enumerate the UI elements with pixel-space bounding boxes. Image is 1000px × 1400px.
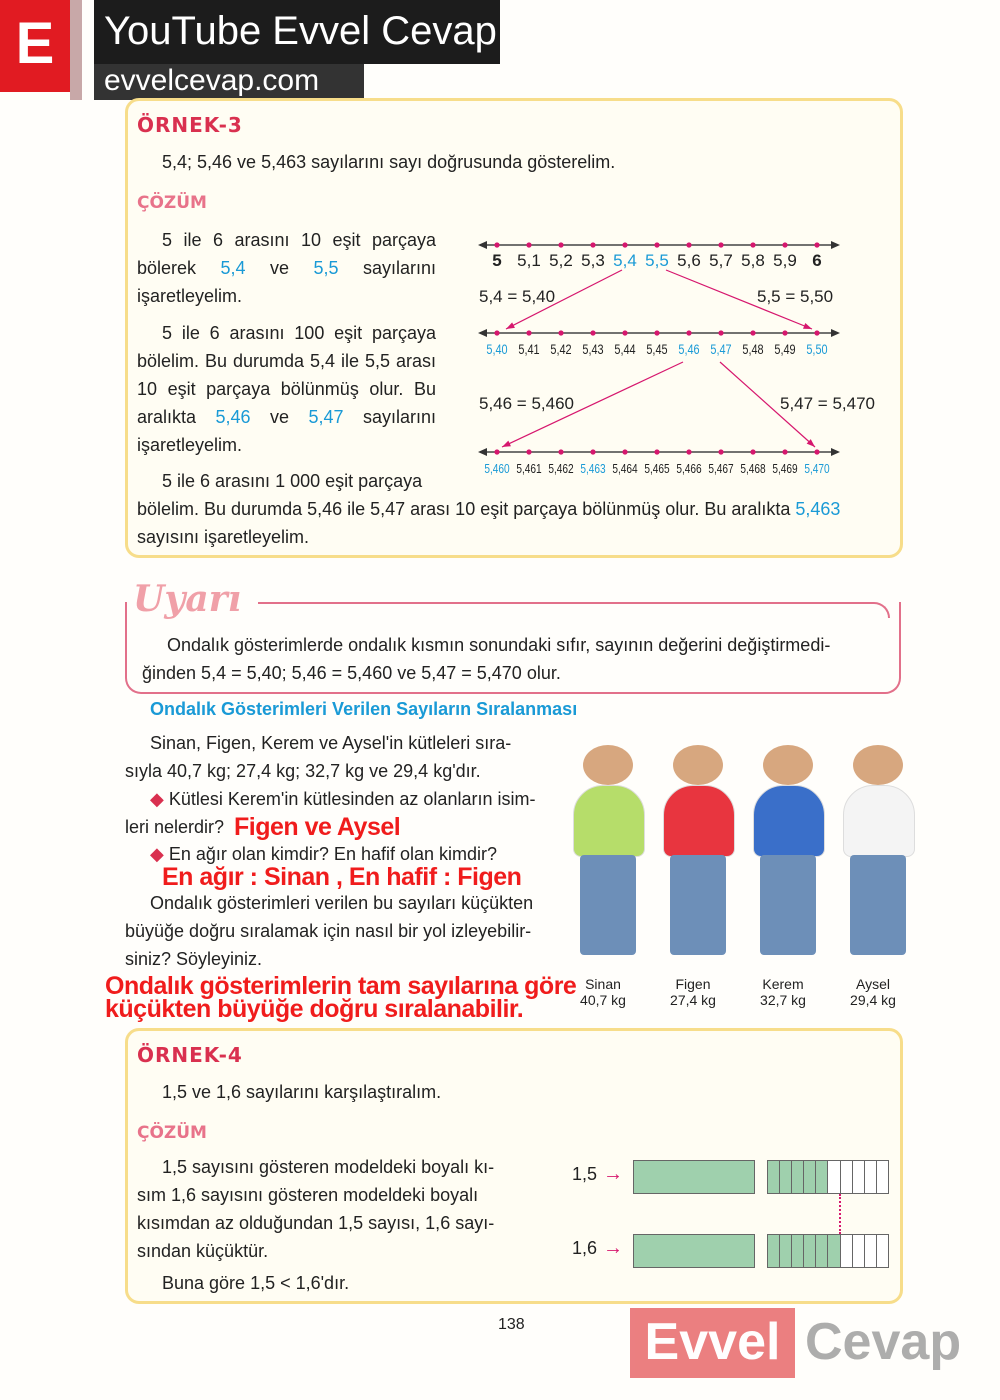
- model-label: 1,5: [572, 1164, 598, 1184]
- line1-tick: [526, 242, 531, 247]
- eq-5-4: 5,4 = 5,40: [479, 287, 556, 306]
- answer-2: En ağır : Sinan , En hafif : Figen: [162, 863, 522, 891]
- line3-tick: [558, 449, 563, 454]
- line2-tick: [654, 330, 659, 335]
- text-line: sından küçüktür.: [137, 1241, 269, 1261]
- line1-tick: [622, 242, 627, 247]
- line3-label: 5,460: [484, 461, 510, 477]
- uyari-title: Uyarı: [133, 578, 242, 620]
- text-line: siniz? Söyleyiniz.: [125, 949, 263, 969]
- logo-e: E: [0, 0, 70, 92]
- tenth-cell: [804, 1161, 816, 1193]
- line2-tick: [590, 330, 595, 335]
- kid-shirt: [843, 785, 915, 857]
- whole-unit: [633, 1160, 755, 1194]
- line1-label: 5,7: [709, 251, 733, 270]
- tenths-unit: [767, 1160, 889, 1194]
- line1-tick: [814, 242, 819, 247]
- line3-label: 5,467: [708, 461, 734, 477]
- section-heading: Ondalık Gösterimleri Verilen Sayıların Sıralanması: [150, 699, 578, 719]
- tenth-cell: [768, 1235, 780, 1267]
- tenth-cell: [853, 1235, 865, 1267]
- line1-label: 5,1: [517, 251, 541, 270]
- arrow-head-icon: [803, 323, 812, 329]
- ornek3-prompt: 5,4; 5,46 ve 5,463 sayılarını sayı doğrusunda gösterelim.: [162, 152, 616, 172]
- line2-tick: [686, 330, 691, 335]
- whole-unit: [633, 1234, 755, 1268]
- line2-label: 5,48: [742, 341, 764, 358]
- arrow-right-icon: [831, 241, 840, 249]
- kid-photo-aysel: [853, 745, 903, 785]
- arrow-right-icon: →: [603, 1163, 623, 1185]
- eq-5-47: 5,47 = 5,470: [780, 394, 876, 413]
- dotted-guide: [839, 1194, 841, 1234]
- footer-logo-evvel: Evvel: [630, 1308, 795, 1378]
- line1-label: 5,8: [741, 251, 765, 270]
- tenth-cell: [841, 1161, 853, 1193]
- ornek3-title: ÖRNEK-3: [137, 113, 243, 137]
- tenth-cell: [828, 1161, 840, 1193]
- page-number: 138: [498, 1316, 525, 1333]
- line1-label: 5,6: [677, 251, 701, 270]
- text-line: Buna göre 1,5 < 1,6'dır.: [162, 1273, 350, 1293]
- answer-3b: küçükten büyüğe doğru sıralanabilir.: [105, 995, 524, 1023]
- kid-label: Aysel 29,4 kg: [850, 976, 896, 1008]
- tenth-cell: [816, 1161, 828, 1193]
- line3-label: 5,465: [644, 461, 670, 477]
- tenth-cell: [768, 1161, 780, 1193]
- tenth-cell: [792, 1161, 804, 1193]
- arrow-left-icon: [478, 329, 487, 337]
- kid-photo-figen: [673, 745, 723, 785]
- tenth-cell: [780, 1235, 792, 1267]
- line1-label: 5,3: [581, 251, 605, 270]
- line1-tick: [782, 242, 787, 247]
- ornek4-prompt: 1,5 ve 1,6 sayılarını karşılaştıralım.: [162, 1082, 442, 1102]
- kid-shirt: [573, 785, 645, 857]
- tenth-cell: [828, 1235, 840, 1267]
- line2-label: 5,43: [582, 341, 604, 358]
- kid-photo-kerem: [763, 745, 813, 785]
- line1-tick: [654, 242, 659, 247]
- header-site: evvelcevap.com: [94, 64, 364, 100]
- text-line: 1,5 sayısını gösteren modeldeki boyalı kı-: [162, 1157, 495, 1177]
- kid-shirt: [663, 785, 735, 857]
- kid-jeans: [850, 855, 906, 955]
- line3-label: 5,466: [676, 461, 702, 477]
- tenth-cell: [841, 1235, 853, 1267]
- line2-tick: [526, 330, 531, 335]
- ornek4-title: ÖRNEK-4: [137, 1043, 243, 1067]
- question-2: ◆ En ağır olan kimdir? En hafif olan kimdir?: [150, 844, 498, 864]
- kid-label: Sinan 40,7 kg: [580, 976, 626, 1008]
- line1-label: 5,5: [645, 251, 669, 270]
- kid-label: Figen 27,4 kg: [670, 976, 716, 1008]
- line2-label: 5,44: [614, 341, 636, 358]
- tenth-cell: [865, 1235, 877, 1267]
- line3-tick: [526, 449, 531, 454]
- arrow-right-icon: [831, 448, 840, 456]
- line3-tick: [814, 449, 819, 454]
- line3-tick: [782, 449, 787, 454]
- ornek3-p2: 5 ile 6 arasını 100 eşit parçaya bölelim. Bu durumda 5,4 ile 5,5 arası 10 eşit parçaya bölünmüş olur. Bu aralıkta 5,46 ve 5,47 sayılarını işaretleyelim.: [137, 323, 437, 455]
- line1-tick: [686, 242, 691, 247]
- line3-label: 5,462: [548, 461, 574, 477]
- question-1: ◆ Kütlesi Kerem'in kütlesinden az olanların isim-: [150, 789, 536, 809]
- ornek3-p3b: bölelim. Bu durumda 5,46 ile 5,47 arası 10 eşit parçaya bölünmüş olur. Bu aralıkta 5,463: [137, 499, 841, 519]
- line3-tick: [590, 449, 595, 454]
- tenth-cell: [792, 1235, 804, 1267]
- line3-tick: [622, 449, 627, 454]
- eq-5-5: 5,5 = 5,50: [757, 287, 834, 306]
- model-label: 1,6: [572, 1238, 598, 1258]
- line2-label: 5,50: [806, 341, 828, 358]
- line1-tick: [494, 242, 499, 247]
- line2-label: 5,42: [550, 341, 572, 358]
- answer-1: Figen ve Aysel: [234, 813, 401, 841]
- line3-label: 5,463: [580, 461, 606, 477]
- line3-tick: [718, 449, 723, 454]
- kid-jeans: [760, 855, 816, 955]
- line3-label: 5,470: [804, 461, 830, 477]
- arrow-left-icon: [478, 448, 487, 456]
- tenth-cell: [804, 1235, 816, 1267]
- line3-label: 5,468: [740, 461, 766, 477]
- line1-label: 5,2: [549, 251, 573, 270]
- line1-tick: [558, 242, 563, 247]
- line3-tick: [654, 449, 659, 454]
- ornek3-p3d: sayısını işaretleyelim.: [137, 527, 310, 547]
- line2-tick: [622, 330, 627, 335]
- line1-tick: [590, 242, 595, 247]
- line3-label: 5,464: [612, 461, 638, 477]
- text-line: sım 1,6 sayısını gösteren modeldeki boyalı: [137, 1185, 479, 1205]
- tenth-cell: [877, 1161, 888, 1193]
- line3-label: 5,461: [516, 461, 542, 477]
- line1-label: 6: [812, 251, 822, 270]
- line2-label: 5,49: [774, 341, 796, 358]
- ornek3-p3a: 5 ile 6 arasını 1 000 eşit parçaya: [162, 471, 423, 491]
- line1-label: 5: [492, 251, 502, 270]
- eq-5-46: 5,46 = 5,460: [479, 394, 575, 413]
- tenths-unit: [767, 1234, 889, 1268]
- tenth-cell: [816, 1235, 828, 1267]
- line3-label: 5,469: [772, 461, 798, 477]
- arrow-head-icon: [506, 322, 515, 329]
- text-line: Sinan, Figen, Kerem ve Aysel'in kütleleri sıra-: [150, 733, 512, 753]
- ornek3-cozum: ÇÖZÜM: [137, 193, 207, 213]
- arrow-right-icon: [831, 329, 840, 337]
- line1-tick: [750, 242, 755, 247]
- kid-jeans: [580, 855, 636, 955]
- tenth-cell: [865, 1161, 877, 1193]
- text-line: sıyla 40,7 kg; 27,4 kg; 32,7 kg ve 29,4 kg'dır.: [125, 761, 481, 781]
- line1-label: 5,9: [773, 251, 797, 270]
- line2-tick: [814, 330, 819, 335]
- line2-label: 5,47: [710, 341, 732, 358]
- uyari-top-border: [258, 602, 890, 618]
- arrow-left-icon: [478, 241, 487, 249]
- question-1-cont: leri nelerdir?: [125, 817, 225, 837]
- tenth-cell: [780, 1161, 792, 1193]
- kid-jeans: [670, 855, 726, 955]
- line2-tick: [494, 330, 499, 335]
- line2-label: 5,45: [646, 341, 668, 358]
- tenth-cell: [853, 1161, 865, 1193]
- text-line: Ondalık gösterimleri verilen bu sayıları küçükten: [150, 893, 534, 913]
- line2-tick: [558, 330, 563, 335]
- ornek4-cozum: ÇÖZÜM: [137, 1123, 207, 1143]
- ornek3-p1: 5 ile 6 arasını 10 eşit parçaya bölerek 5,4 ve 5,5 sayılarını işaretleyelim.: [137, 230, 436, 306]
- line3-tick: [686, 449, 691, 454]
- line2-label: 5,46: [678, 341, 700, 358]
- line1-tick: [718, 242, 723, 247]
- answer-3a: Ondalık gösterimlerin tam sayılarına göre: [105, 972, 577, 1000]
- text-line: büyüğe doğru sıralamak için nasıl bir yol izleyebilir-: [125, 921, 532, 941]
- footer-logo-cevap: Cevap: [805, 1313, 962, 1371]
- kid-photo-sinan: [583, 745, 633, 785]
- line1-label: 5,4: [613, 251, 637, 270]
- line3-tick: [494, 449, 499, 454]
- header-title: YouTube Evvel Cevap: [94, 0, 500, 64]
- line2-tick: [750, 330, 755, 335]
- line2-tick: [782, 330, 787, 335]
- arrow-right-icon: →: [603, 1237, 623, 1259]
- kid-shirt: [753, 785, 825, 857]
- uyari-text1: Ondalık gösterimlerde ondalık kısmın sonundaki sıfır, sayının değerini değiştirmedi-: [167, 635, 831, 655]
- line3-tick: [750, 449, 755, 454]
- uyari-text2: ğinden 5,4 = 5,40; 5,46 = 5,460 ve 5,47 = 5,470 olur.: [142, 663, 561, 683]
- kid-label: Kerem 32,7 kg: [760, 976, 806, 1008]
- arrow-head-icon: [502, 441, 511, 447]
- line2-label: 5,41: [518, 341, 540, 358]
- tenth-cell: [877, 1235, 888, 1267]
- line2-label: 5,40: [486, 341, 508, 358]
- line2-tick: [718, 330, 723, 335]
- text-line: kısımdan az olduğundan 1,5 sayısı, 1,6 sayı-: [137, 1213, 495, 1233]
